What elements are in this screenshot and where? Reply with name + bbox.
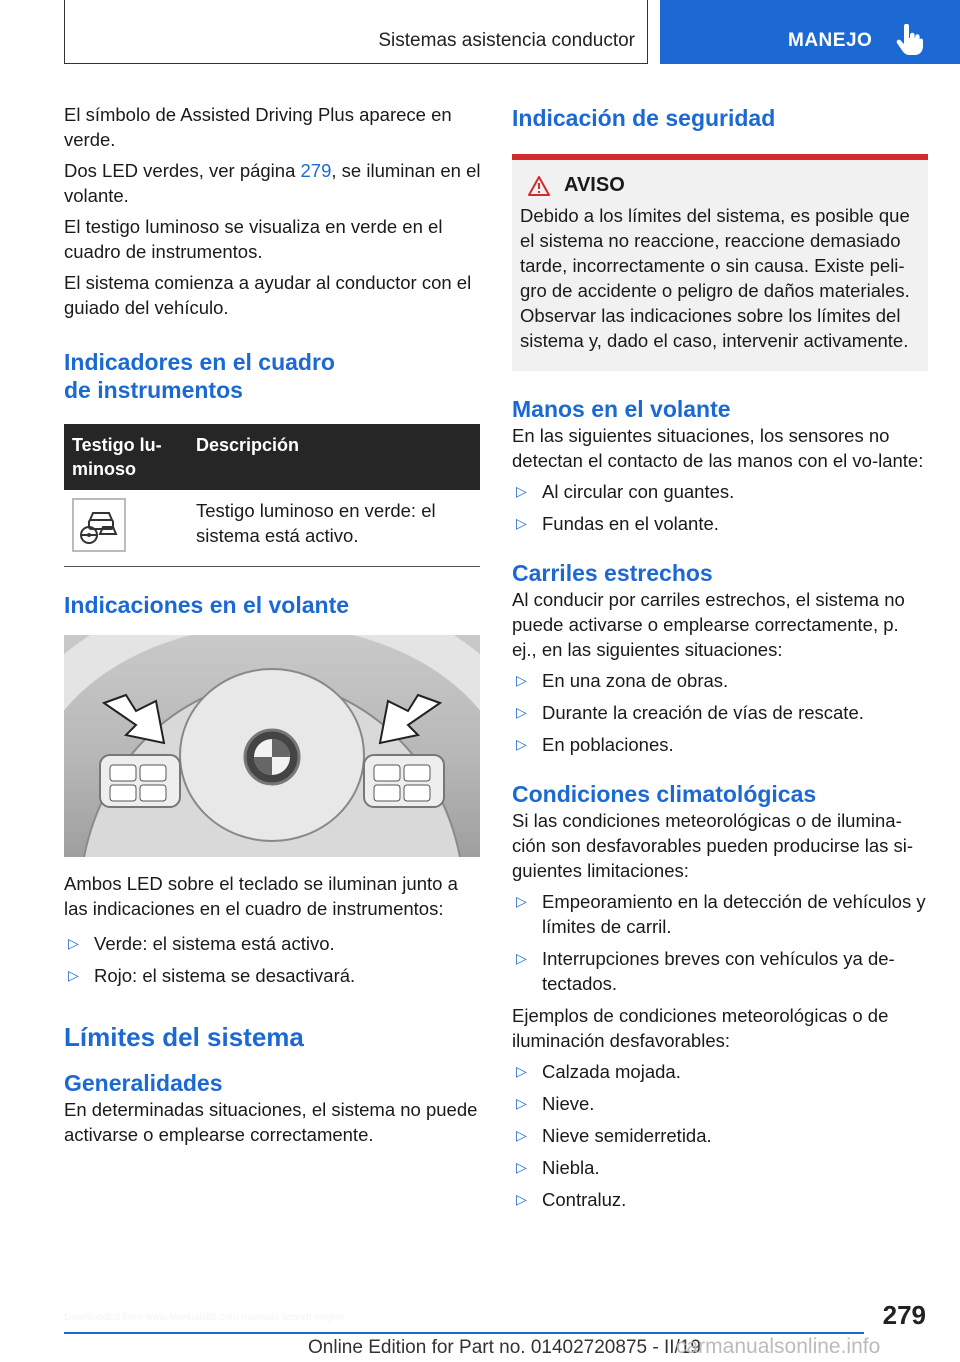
heading-indicators: Indicadores en el cuadro de instrumentos bbox=[64, 349, 335, 403]
footer-edition: Online Edition for Part no. 01402720875 - II/19 bbox=[308, 1337, 701, 1358]
heading-lanes: Carriles estrechos bbox=[512, 560, 713, 586]
heading-system-limits: Límites del sistema bbox=[64, 1022, 304, 1052]
lanes-list bbox=[512, 668, 928, 757]
list-item: ▷ Interrupciones breves con vehículos ya de-tectados. bbox=[516, 948, 895, 994]
footer-download-note: Downloaded from www.Manualslib.com manuals search engine bbox=[64, 1312, 345, 1323]
section-title: Sistemas asistencia conductor bbox=[378, 30, 635, 51]
steering-wheel-illustration bbox=[64, 635, 480, 857]
table-row bbox=[64, 490, 480, 567]
hands-list bbox=[512, 479, 928, 536]
page-number: 279 bbox=[882, 1300, 926, 1330]
heading-steering-indications: Indicaciones en el volante bbox=[64, 592, 350, 618]
paragraph: Ambos LED sobre el teclado se iluminan junto a las indicaciones en el cuadro de instrumentos: bbox=[64, 873, 458, 919]
paragraph: Dos LED verdes, ver página 279, se iluminan en el volante. bbox=[64, 160, 481, 206]
table-header: Testigo lu-minoso bbox=[64, 424, 188, 490]
footer-watermark: carmanualsonline.info bbox=[676, 1335, 881, 1358]
driving-assistant-steering-icon bbox=[72, 498, 126, 552]
warning-title: AVISO bbox=[564, 174, 625, 196]
table-header: Descripción bbox=[188, 424, 480, 490]
indicator-table bbox=[64, 424, 480, 567]
heading-safety: Indicación de seguridad bbox=[512, 105, 776, 131]
table-cell: Testigo luminoso en verde: el sistema está activo. bbox=[188, 490, 480, 567]
list-item: ▷ Fundas en el volante. bbox=[516, 513, 719, 534]
paragraph: El sistema comienza a ayudar al conductor con el guiado del vehículo. bbox=[64, 272, 472, 318]
list-item: ▷ Contraluz. bbox=[516, 1189, 627, 1210]
led-color-list bbox=[64, 931, 482, 988]
paragraph: Al conducir por carriles estrechos, el sistema no puede activarse o emplearse correctamente, p. ej., en las siguientes situaciones: bbox=[512, 589, 905, 660]
list-item: ▷ Al circular con guantes. bbox=[516, 481, 735, 502]
heading-hands: Manos en el volante bbox=[512, 396, 731, 422]
paragraph: En las siguientes situaciones, los sensores no detectan el contacto de las manos con el vo-lante: bbox=[512, 425, 924, 471]
warning-text: Debido a los límites del sistema, es posible que el sistema no reaccione, reaccione demasiado tarde, incorrectamente o sin causa. Existe peli-gro de accidente o peligro de daños materiales. Observar las indicaciones sobre los límites del sistema y, dado el caso, intervenir activamente. bbox=[520, 205, 910, 351]
list-item: ▷ En poblaciones. bbox=[516, 734, 674, 755]
chapter-label: MANEJO bbox=[788, 30, 873, 51]
list-item: ▷ Nieve. bbox=[516, 1093, 595, 1114]
list-item: ▷ Niebla. bbox=[516, 1157, 600, 1178]
left-column bbox=[64, 102, 482, 1153]
warning-box bbox=[512, 154, 928, 371]
paragraph: El símbolo de Assisted Driving Plus aparece en verde. bbox=[64, 104, 452, 150]
weather-list bbox=[512, 889, 928, 996]
page-link[interactable]: 279 bbox=[300, 160, 332, 181]
examples-list bbox=[512, 1059, 928, 1212]
steering-wheel-figure bbox=[64, 635, 480, 857]
list-item: ▷ Durante la creación de vías de rescate. bbox=[516, 702, 864, 723]
header-section-box bbox=[64, 0, 648, 64]
chapter-tab[interactable] bbox=[660, 0, 960, 64]
list-item: ▷ Empeoramiento en la detección de vehículos y límites de carril. bbox=[516, 891, 926, 937]
list-item: ▷ En una zona de obras. bbox=[516, 670, 729, 691]
heading-weather: Condiciones climatológicas bbox=[512, 781, 817, 807]
footer-divider bbox=[64, 1332, 864, 1334]
paragraph: En determinadas situaciones, el sistema no puede activarse o emplearse correctamente. bbox=[64, 1099, 478, 1145]
heading-general: Generalidades bbox=[64, 1070, 223, 1096]
list-item: ▷ Rojo: el sistema se desactivará. bbox=[68, 965, 356, 986]
list-item: ▷ Calzada mojada. bbox=[516, 1061, 681, 1082]
pointing-hand-icon bbox=[895, 24, 923, 56]
list-item: ▷ Verde: el sistema está activo. bbox=[68, 933, 335, 954]
paragraph: El testigo luminoso se visualiza en verde en el cuadro de instrumentos. bbox=[64, 216, 443, 262]
list-item: ▷ Nieve semiderretida. bbox=[516, 1125, 712, 1146]
right-column bbox=[512, 102, 928, 1219]
paragraph: Ejemplos de condiciones meteorológicas o de iluminación desfavorables: bbox=[512, 1005, 889, 1051]
warning-triangle-icon bbox=[528, 176, 550, 196]
paragraph: Si las condiciones meteorológicas o de ilumina-ción son desfavorables pueden producirse las si-guientes limitaciones: bbox=[512, 810, 914, 881]
